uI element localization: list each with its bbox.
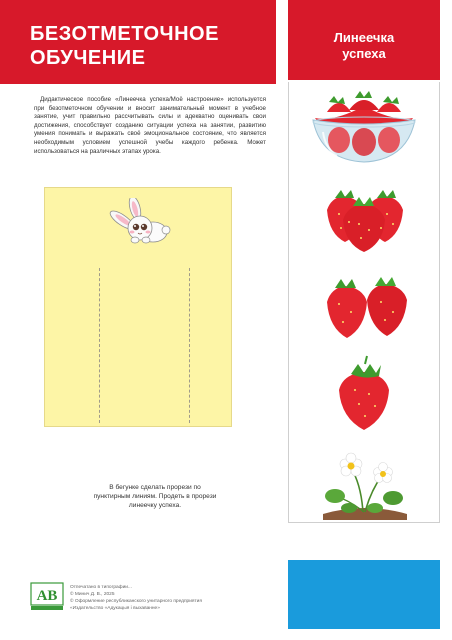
two-strawberries-icon (289, 258, 439, 346)
intro-paragraph: Дидактическое пособие «Линеечка успеха/Моё настроение» используется при безотметочном обучении и вносит занимательный момент в учебное занятие, учит правильно рассчитывать силы и адекватно оценивать свои достижения, способствует созданию ситуации успеха на занятии, развитию умения понимать и выражать своё эмоциональное состояние, что является необходимым условием успешной учебы каждого ребенка. Может использоваться на различных этапах урока. (34, 96, 266, 155)
imprint-line: Отпечатано в типографии... (70, 585, 132, 590)
scale-header (288, 0, 440, 82)
scale-level-4 (288, 346, 440, 435)
instruction-text: В бегунке сделать прорези по пунктирным линиям. Продеть в прорези линеечку успеха. (93, 484, 217, 510)
scale-level-1 (288, 82, 440, 171)
imprint-line: «Издательство «Адукацыя і выхаванне» (70, 606, 160, 611)
cut-line-left (99, 268, 100, 423)
scale-level-3 (288, 258, 440, 347)
title-band (0, 0, 276, 84)
publisher-logo (30, 582, 64, 612)
scale-level-2 (288, 170, 440, 259)
imprint-line: © Минич Д. В., 2025 (70, 592, 115, 597)
page-title: БЕЗОТМЕТОЧНОЕ ОБУЧЕНИЕ (30, 23, 219, 69)
scale-level-5 (288, 434, 440, 523)
cut-line-right (189, 268, 190, 423)
svg-text:AB: AB (36, 588, 58, 604)
scale-level-6 (288, 560, 440, 629)
imprint (70, 584, 300, 612)
success-scale (288, 0, 440, 628)
bunny-icon (109, 198, 171, 250)
strawberry-bowl-icon (289, 82, 439, 170)
scale-title: Линеечка успеха (333, 30, 395, 61)
slider-card (44, 187, 232, 427)
imprint-line: © Оформление республиканского унитарного предприятия (70, 599, 202, 604)
one-strawberry-icon (289, 346, 439, 434)
three-strawberries-icon (289, 170, 439, 258)
strawberry-flower-icon (289, 434, 439, 522)
